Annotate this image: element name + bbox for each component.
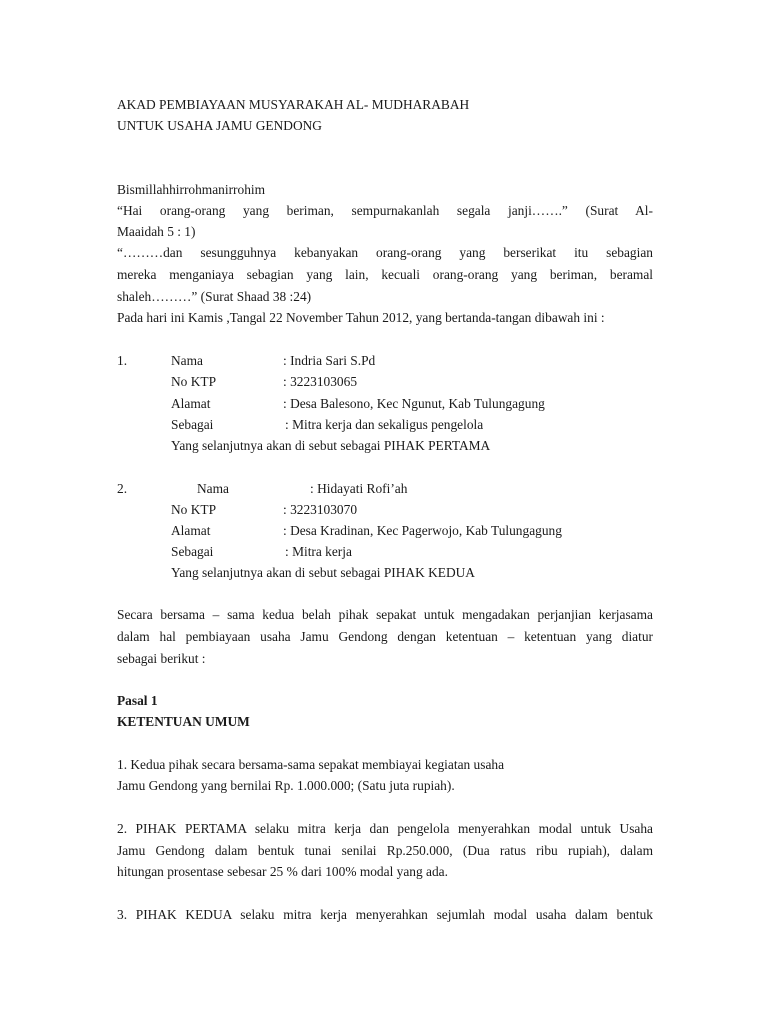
party-2-ktp-value: : 3223103070: [283, 502, 358, 517]
party-1-ktp-label: No KTP: [171, 374, 217, 389]
party-1-role-value: : Mitra kerja dan sekaligus pengelola: [285, 417, 484, 432]
party-1-role-label: Sebagai: [171, 417, 214, 432]
pasal-1-item-2-line-1: 2. PIHAK PERTAMA selaku mitra kerja dan pengelola menyerahkan modal untuk Usaha: [117, 821, 653, 836]
party-1-ktp-value: : 3223103065: [283, 374, 358, 389]
party-2-address-value: : Desa Kradinan, Kec Pagerwojo, Kab Tulungagung: [283, 523, 562, 538]
agreement-line-2: dalam hal pembiayaan usaha Jamu Gendong dengan ketentuan – ketentuan yang diatur: [117, 629, 653, 644]
quote-1-line-2: Maaidah 5 : 1): [117, 224, 196, 239]
party-2-role-label: Sebagai: [171, 544, 214, 559]
quote-2-line-1: “………dan sesungguhnya kebanyakan orang-orang yang berserikat itu sebagian: [117, 245, 653, 260]
pasal-1-item-2-line-2: Jamu Gendong dalam bentuk tunai senilai Rp.250.000, (Dua ratus ribu rupiah), dalam: [117, 843, 653, 858]
pasal-1-item-1-line-1: 1. Kedua pihak secara bersama-sama sepakat membiayai kegiatan usaha: [117, 757, 505, 772]
party-1-address-label: Alamat: [171, 396, 211, 411]
party-2-name-value: : Hidayati Rofi’ah: [310, 481, 408, 496]
party-1-name-value: : Indria Sari S.Pd: [283, 353, 376, 368]
pasal-1-item-3-line-1: 3. PIHAK KEDUA selaku mitra kerja menyerahkan sejumlah modal usaha dalam bentuk: [117, 907, 653, 922]
party-2-role-value: : Mitra kerja: [285, 544, 352, 559]
party-2-name-label: Nama: [197, 481, 229, 496]
title-line-2: UNTUK USAHA JAMU GENDONG: [117, 118, 322, 133]
party-2-address-label: Alamat: [171, 523, 211, 538]
title-line-1: AKAD PEMBIAYAAN MUSYARAKAH AL- MUDHARABAH: [117, 97, 470, 112]
pasal-1-item-1-line-2: Jamu Gendong yang bernilai Rp. 1.000.000; (Satu juta rupiah).: [117, 778, 455, 793]
agreement-line-3: sebagai berikut :: [117, 651, 206, 666]
pasal-1-heading: Pasal 1: [117, 693, 158, 708]
quote-2-line-3: shaleh………” (Surat Shaad 38 :24): [117, 289, 312, 304]
party-1-name-label: Nama: [171, 353, 203, 368]
party-1-number: 1.: [117, 353, 128, 368]
quote-2-line-2: mereka menganiaya sebagian yang lain, kecuali orang-orang yang beriman, beramal: [117, 267, 653, 282]
party-2-number: 2.: [117, 481, 128, 496]
basmalah: Bismillahhirrohmanirrohim: [117, 182, 266, 197]
party-1-designation: Yang selanjutnya akan di sebut sebagai PIHAK PERTAMA: [171, 438, 491, 453]
party-2-ktp-label: No KTP: [171, 502, 217, 517]
agreement-line-1: Secara bersama – sama kedua belah pihak sepakat untuk mengadakan perjanjian kerjasama: [117, 607, 653, 622]
pasal-1-subheading: KETENTUAN UMUM: [117, 714, 250, 729]
date-line: Pada hari ini Kamis ,Tangal 22 November Tahun 2012, yang bertanda-tangan dibawah ini :: [117, 310, 605, 325]
quote-1-line-1: “Hai orang-orang yang beriman, sempurnakanlah segala janji…….” (Surat Al-: [117, 203, 653, 218]
party-1-address-value: : Desa Balesono, Kec Ngunut, Kab Tulungagung: [283, 396, 545, 411]
pasal-1-item-2-line-3: hitungan prosentase sebesar 25 % dari 100% modal yang ada.: [117, 864, 448, 879]
party-2-designation: Yang selanjutnya akan di sebut sebagai PIHAK KEDUA: [171, 565, 475, 580]
